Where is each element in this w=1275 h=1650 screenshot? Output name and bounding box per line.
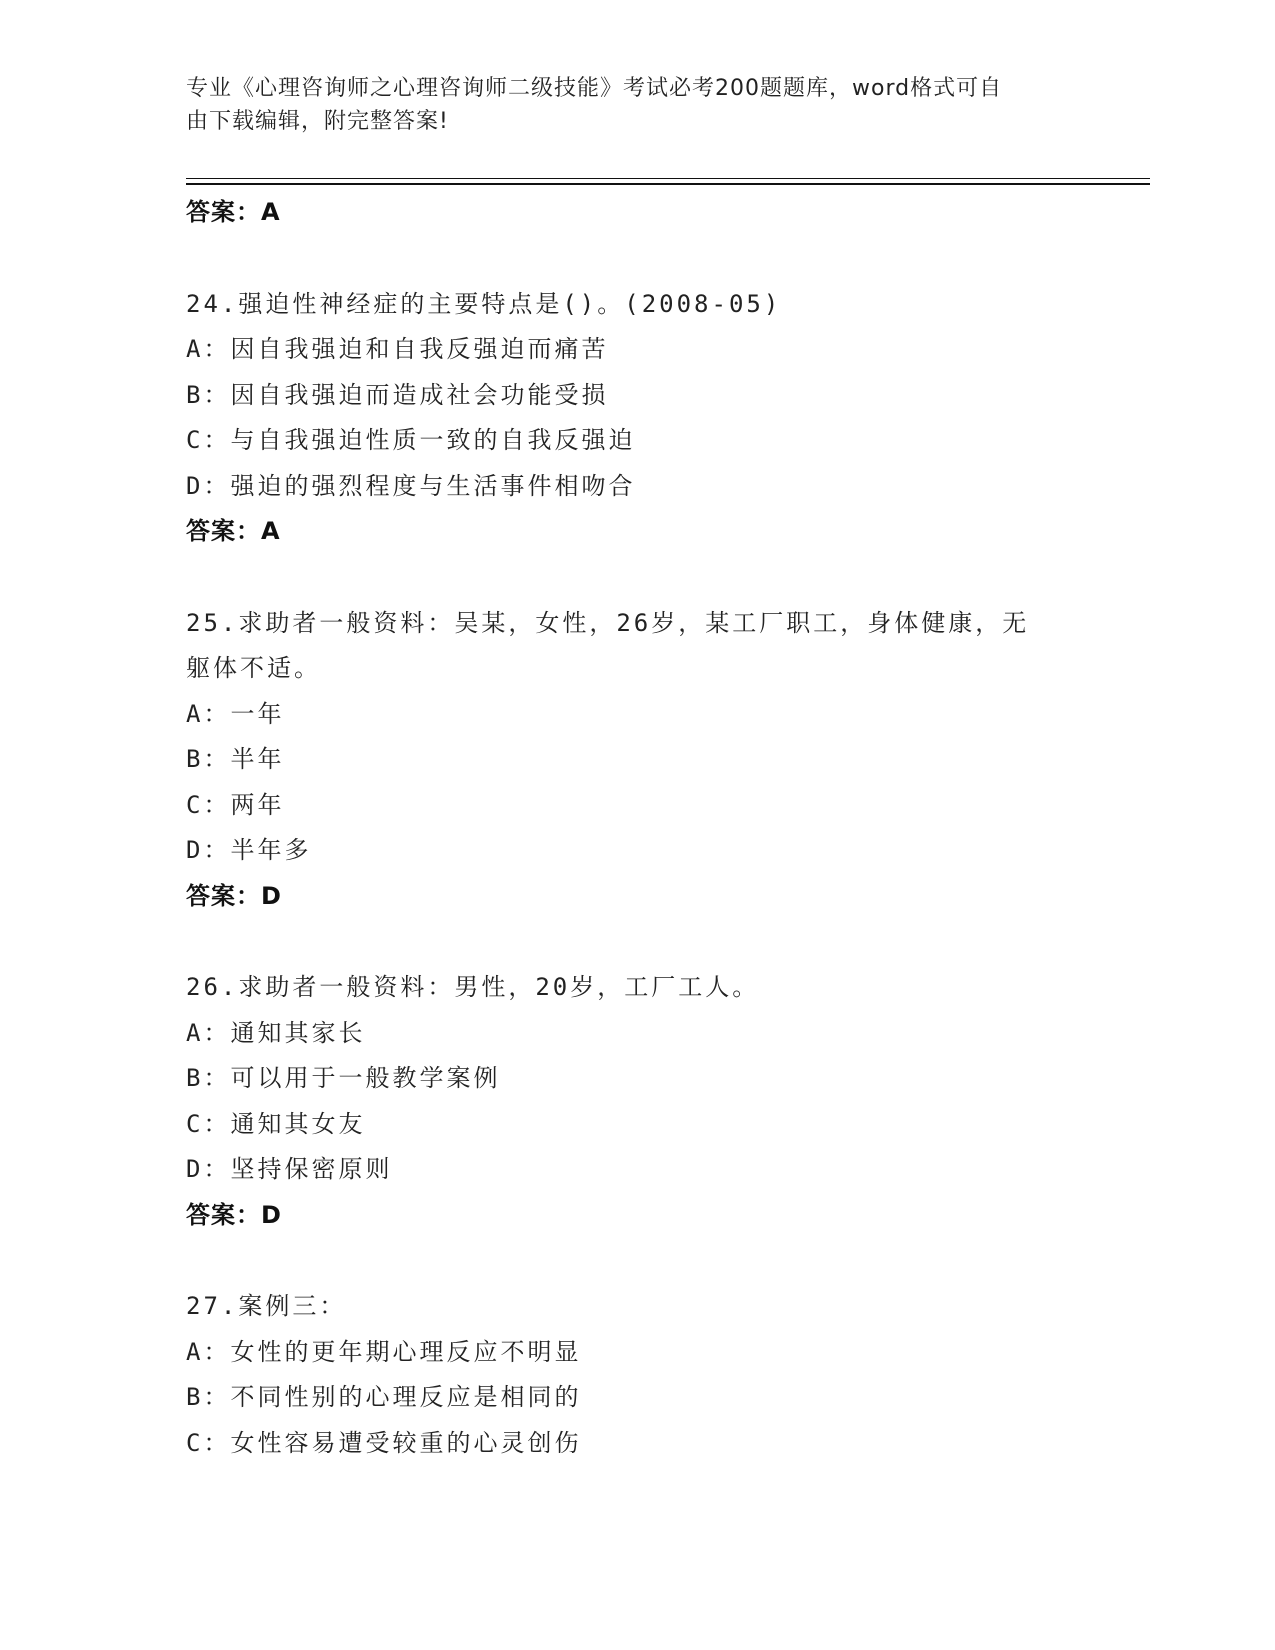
question-26-option-c: C：通知其女友: [186, 1109, 366, 1138]
header-text-line-2: 由下载编辑，附完整答案!: [186, 109, 449, 134]
question-25-option-b: B：半年: [186, 745, 285, 773]
question-27-option-b: B：不同性别的心理反应是相同的: [186, 1383, 582, 1411]
question-26-option-a: A：通知其家长: [186, 1018, 366, 1047]
question-gap: [186, 555, 1086, 601]
question-24-stem: 24.强迫性神经症的主要特点是()。(2008-05): [186, 289, 782, 318]
question-24-option-d: D：强迫的强烈程度与生活事件相吻合: [186, 471, 636, 500]
answer-q24: 答案：A: [186, 517, 281, 545]
question-gap: [186, 1238, 1086, 1284]
header-divider-thin: [186, 178, 1150, 179]
document-header: [186, 72, 1066, 138]
question-27-stem: 27.案例三：: [186, 1292, 347, 1320]
answer-q25: 答案：D: [186, 881, 282, 910]
question-gap: [186, 919, 1086, 965]
question-26-stem: 26.求助者一般资料：男性，20岁，工厂工人。: [186, 973, 760, 1001]
question-27-option-a: A：女性的更年期心理反应不明显: [186, 1337, 582, 1366]
question-24-option-b: B：因自我强迫而造成社会功能受损: [186, 380, 609, 409]
header-divider-thick: [186, 183, 1150, 185]
question-26-option-d: D：坚持保密原则: [186, 1155, 393, 1183]
question-24-option-c: C：与自我强迫性质一致的自我反强迫: [186, 426, 636, 454]
question-25-stem-line-1: 25.求助者一般资料：吴某，女性，26岁，某工厂职工，身体健康，无: [186, 608, 1030, 637]
answer-q26: 答案：D: [186, 1200, 282, 1229]
question-24-option-a: A：因自我强迫和自我反强迫而痛苦: [186, 335, 609, 363]
question-26-option-b: B：可以用于一般教学案例: [186, 1064, 501, 1092]
question-25-option-d: D：半年多: [186, 836, 312, 864]
question-25-stem-line-2: 躯体不适。: [186, 654, 321, 682]
question-gap: [186, 236, 1086, 282]
answer-q23: 答案：A: [186, 198, 281, 226]
question-list: [186, 190, 1086, 1466]
header-text-line-1: 专业《心理咨询师之心理咨询师二级技能》考试必考200题题库，word格式可自: [186, 76, 1003, 101]
question-25-option-c: C：两年: [186, 790, 285, 819]
question-27-option-c: C：女性容易遭受较重的心灵创伤: [186, 1428, 582, 1457]
question-25-option-a: A：一年: [186, 699, 285, 728]
